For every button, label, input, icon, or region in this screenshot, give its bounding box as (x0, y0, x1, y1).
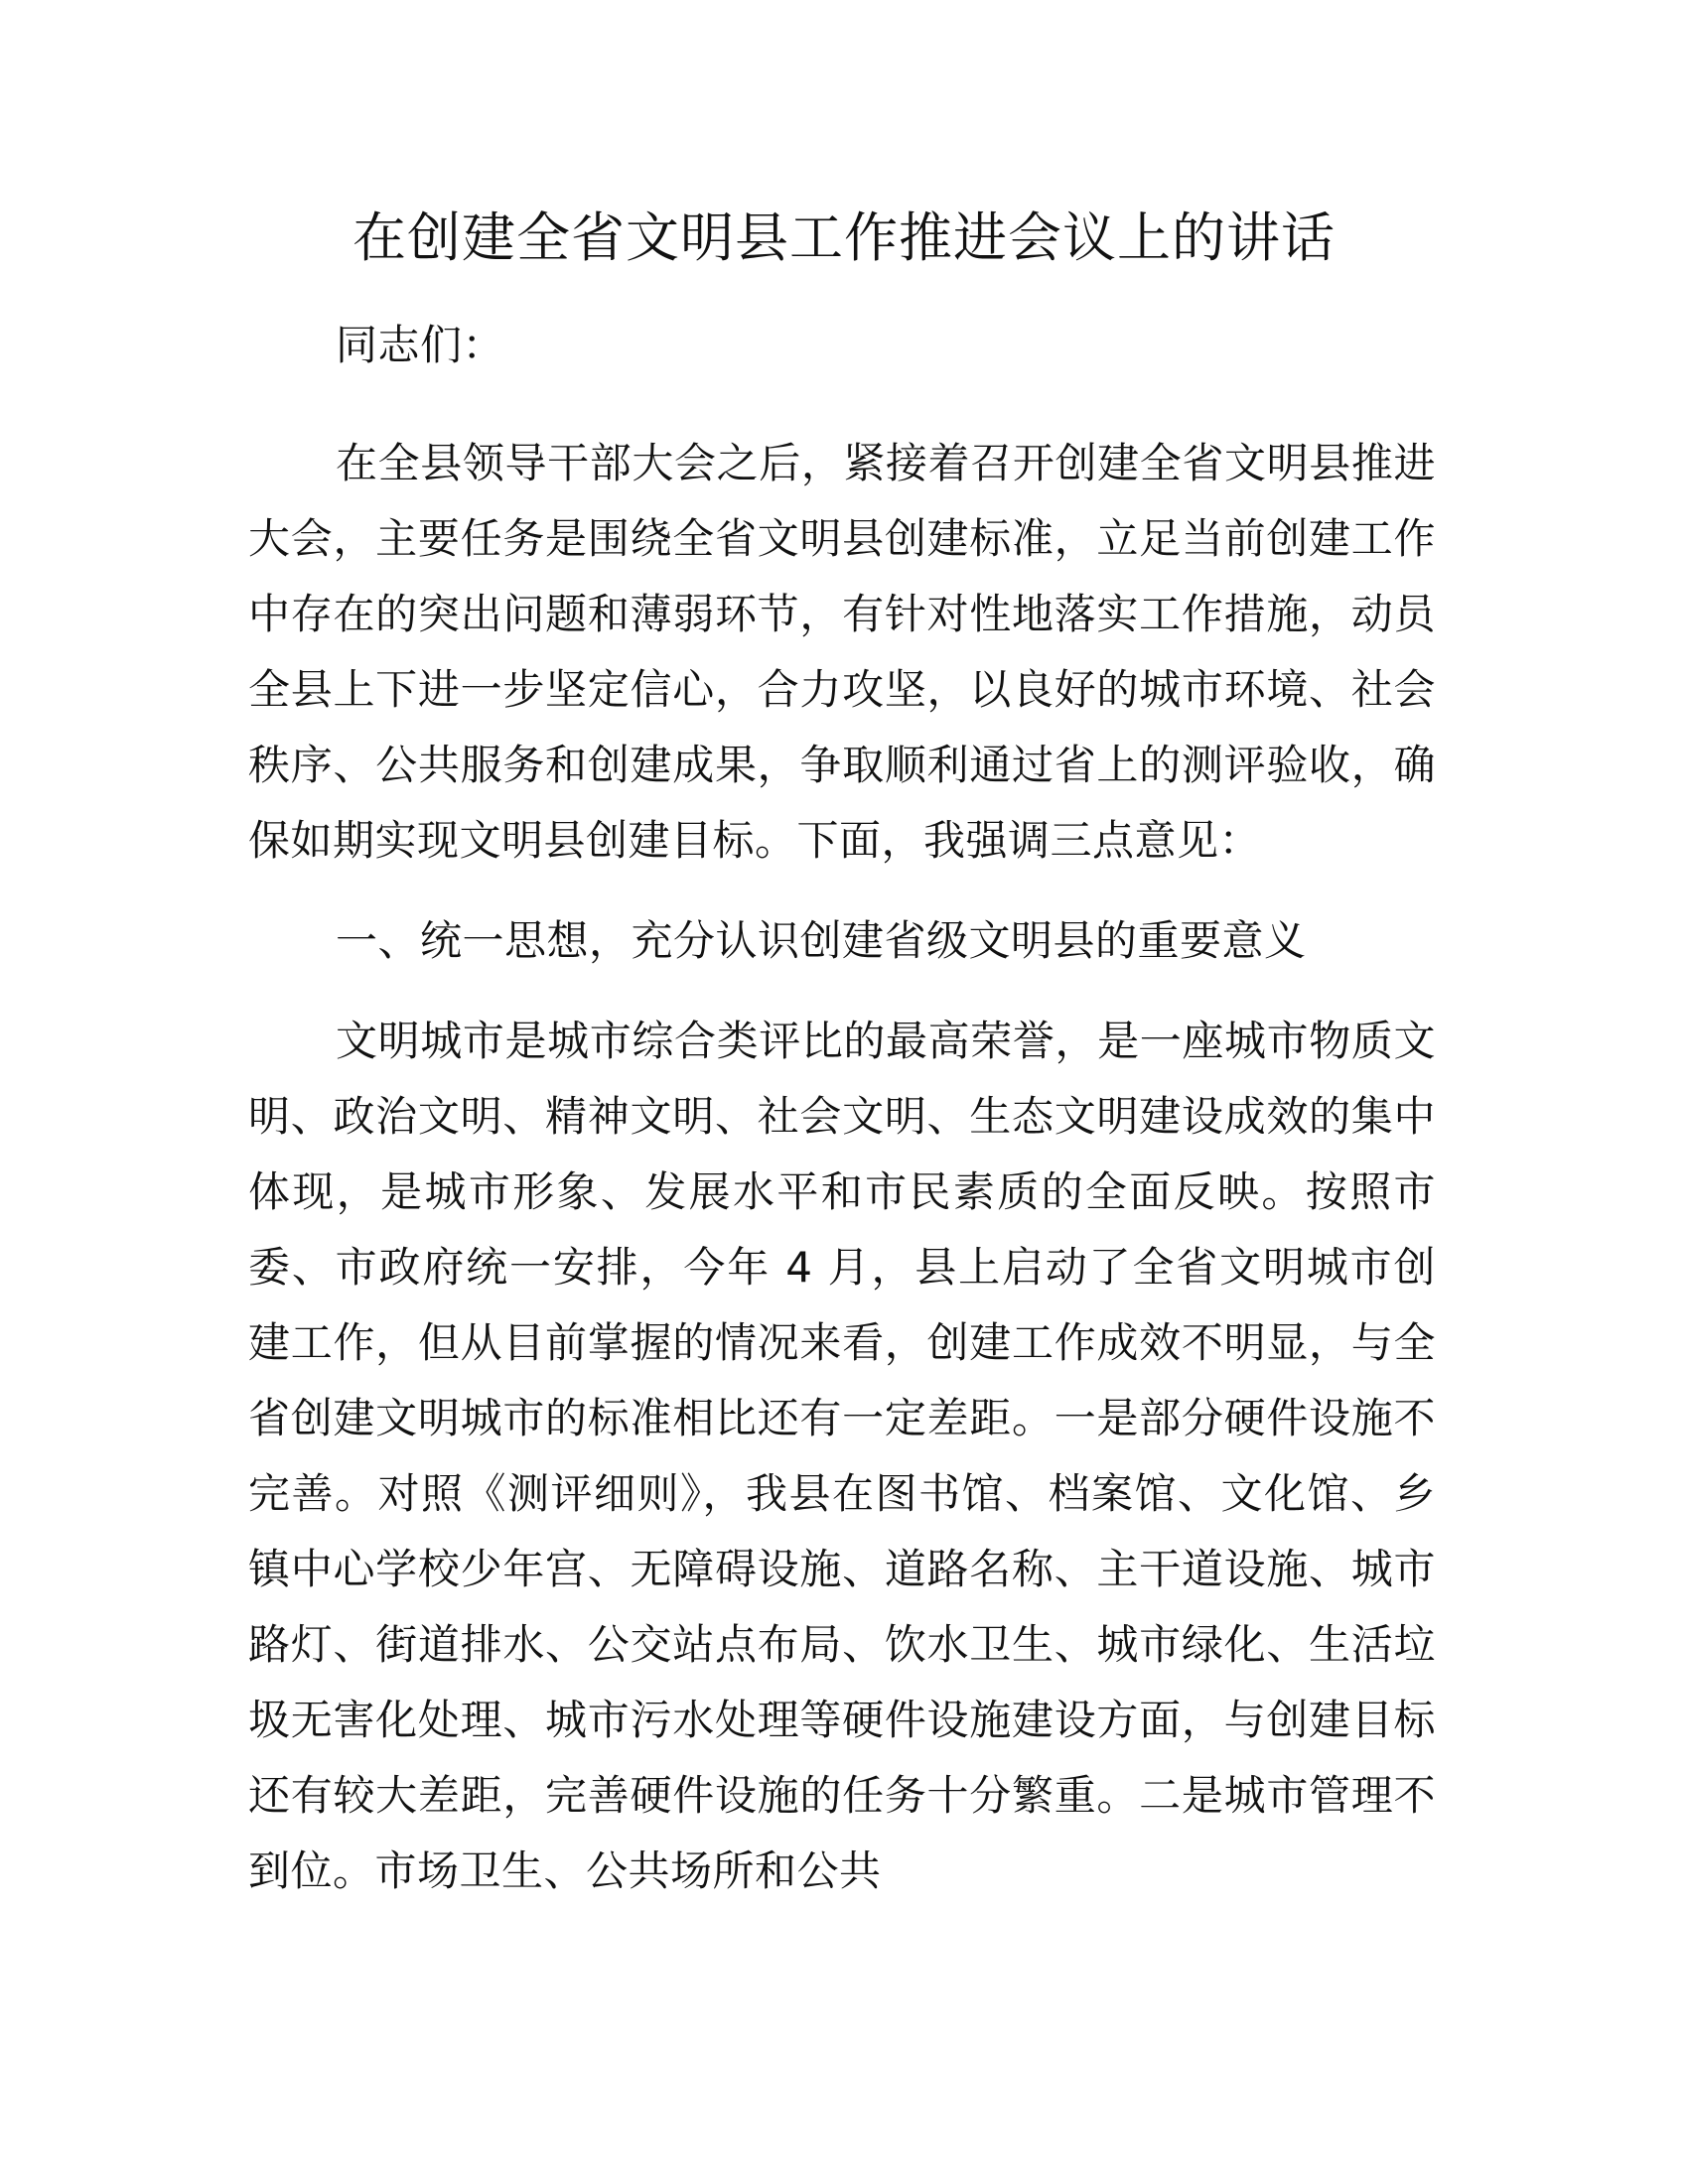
intro-paragraph: 在全县领导干部大会之后，紧接着召开创建全省文明县推进大会，主要任务是围绕全省文明县创建标准，立足当前创建工作中存在的突出问题和薄弱环节，有针对性地落实工作措施，动员全县上下进一步坚定信心，合力攻坚，以良好的城市环境、社会秩序、公共服务和创建成果，争取顺利通过省上的测评验收，确保如期实现文明县创建目标。下面，我强调三点意见： (248, 439, 1436, 865)
section-1-paragraph: 文明城市是城市综合类评比的最高荣誉，是一座城市物质文明、政治文明、精神文明、社会文明、生态文明建设成效的集中体现，是城市形象、发展水平和市民素质的全面反映。按照市委、市政府统一安排，今年 4 月，县上启动了全省文明城市创建工作，但从目前掌握的情况来看，创建工作成效不明显，与全省创建文明城市的标准相比还有一定差距。一是部分硬件设施不完善。对照《测评细则》，我县在图书馆、档案馆、文化馆、乡镇中心学校少年宫、无障碍设施、道路名称、主干道设施、城市路灯、街道排水、公交站点布局、饮水卫生、城市绿化、生活垃圾无害化处理、城市污水处理等硬件设施建设方面，与创建目标还有较大差距，完善硬件设施的任务十分繁重。二是城市管理不到位。市场卫生、公共场所和公共 (248, 1017, 1436, 1895)
document-body (248, 308, 1436, 1909)
section-heading-1: 一、统一思想，充分认识创建省级文明县的重要意义 (336, 916, 1307, 965)
salutation-paragraph: 同志们： (336, 321, 505, 369)
document-title: 在创建全省文明县工作推进会议上的讲话 (352, 206, 1336, 269)
